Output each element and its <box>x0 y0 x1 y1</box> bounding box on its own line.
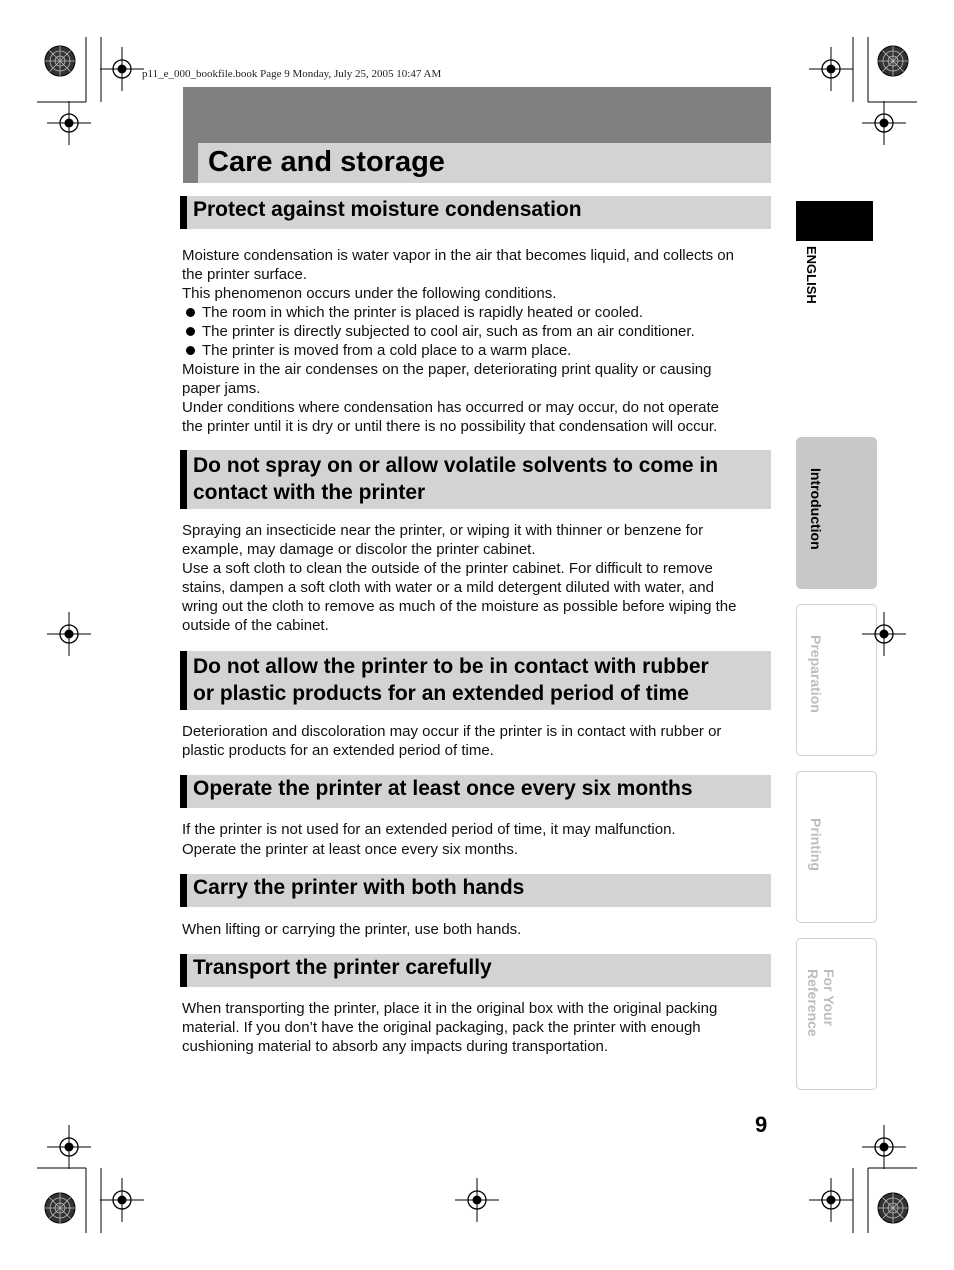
nav-tab-label-line: Reference <box>805 969 821 1037</box>
heading-carry-both-hands: Carry the printer with both hands <box>180 874 771 907</box>
list-item: The printer is directly subjected to cool air, such as from an air conditioner. <box>182 322 774 341</box>
body-line: This phenomenon occurs under the following conditions. <box>182 285 557 302</box>
body-line: If the printer is not used for an extended period of time, it may malfunction. <box>182 821 676 838</box>
body-line: When transporting the printer, place it in the original box with the original packing <box>182 1000 718 1017</box>
body-line: material. If you don’t have the original packaging, pack the printer with enough <box>182 1019 701 1036</box>
print-job-header: p11_e_000_bookfile.book Page 9 Monday, July 25, 2005 10:47 AM <box>142 68 442 80</box>
heading-line: contact with the printer <box>193 481 426 504</box>
page-title: Care and storage <box>208 146 445 178</box>
body-line: paper jams. <box>182 380 261 397</box>
body-line: stains, dampen a soft cloth with water or a mild detergent diluted with water, and <box>182 579 714 596</box>
body-line: example, may damage or discolor the printer cabinet. <box>182 541 536 558</box>
body-line: Moisture condensation is water vapor in the air that becomes liquid, and collects on <box>182 247 734 264</box>
body-line: wring out the cloth to remove as much of the moisture as possible before wiping the <box>182 598 737 615</box>
heading-line: or plastic products for an extended period of time <box>193 682 689 705</box>
body-line: When lifting or carrying the printer, use both hands. <box>182 921 522 938</box>
nav-tab-label: Introduction <box>808 468 824 550</box>
page-number: 9 <box>755 1112 768 1137</box>
heading-transport-carefully: Transport the printer carefully <box>180 954 771 987</box>
body-line: Use a soft cloth to clean the outside of the printer cabinet. For difficult to remove <box>182 560 713 577</box>
nav-tab-label: Preparation <box>808 635 824 713</box>
heading-line: Do not spray on or allow volatile solvents to come in <box>193 454 719 477</box>
body-line: Moisture in the air condenses on the paper, deteriorating print quality or causing <box>182 361 712 378</box>
body-line: Operate the printer at least once every six months. <box>182 841 518 858</box>
body-line: Deterioration and discoloration may occur if the printer is in contact with rubber or <box>182 723 722 740</box>
nav-tab-label-line: For Your <box>821 969 837 1027</box>
nav-tab-label: Printing <box>808 818 824 871</box>
body-line: outside of the cabinet. <box>182 617 329 634</box>
heading-line: Do not allow the printer to be in contact with rubber <box>193 655 709 678</box>
heading-moisture-condensation: Protect against moisture condensation <box>180 196 771 229</box>
list-item: The printer is moved from a cold place to a warm place. <box>182 341 774 360</box>
list-item: The room in which the printer is placed is rapidly heated or cooled. <box>182 303 774 322</box>
heading-operate-six-months: Operate the printer at least once every six months <box>180 775 771 808</box>
body-line: the printer until it is dry or until there is no possibility that condensation will occur. <box>182 418 718 435</box>
body-line: Under conditions where condensation has occurred or may occur, do not operate <box>182 399 719 416</box>
body-line: Spraying an insecticide near the printer, or wiping it with thinner or benzene for <box>182 522 704 539</box>
body-line: the printer surface. <box>182 266 308 283</box>
body-line: plastic products for an extended period of time. <box>182 742 494 759</box>
body-line: cushioning material to absorb any impacts during transportation. <box>182 1038 609 1055</box>
language-label: ENGLISH <box>804 246 819 304</box>
